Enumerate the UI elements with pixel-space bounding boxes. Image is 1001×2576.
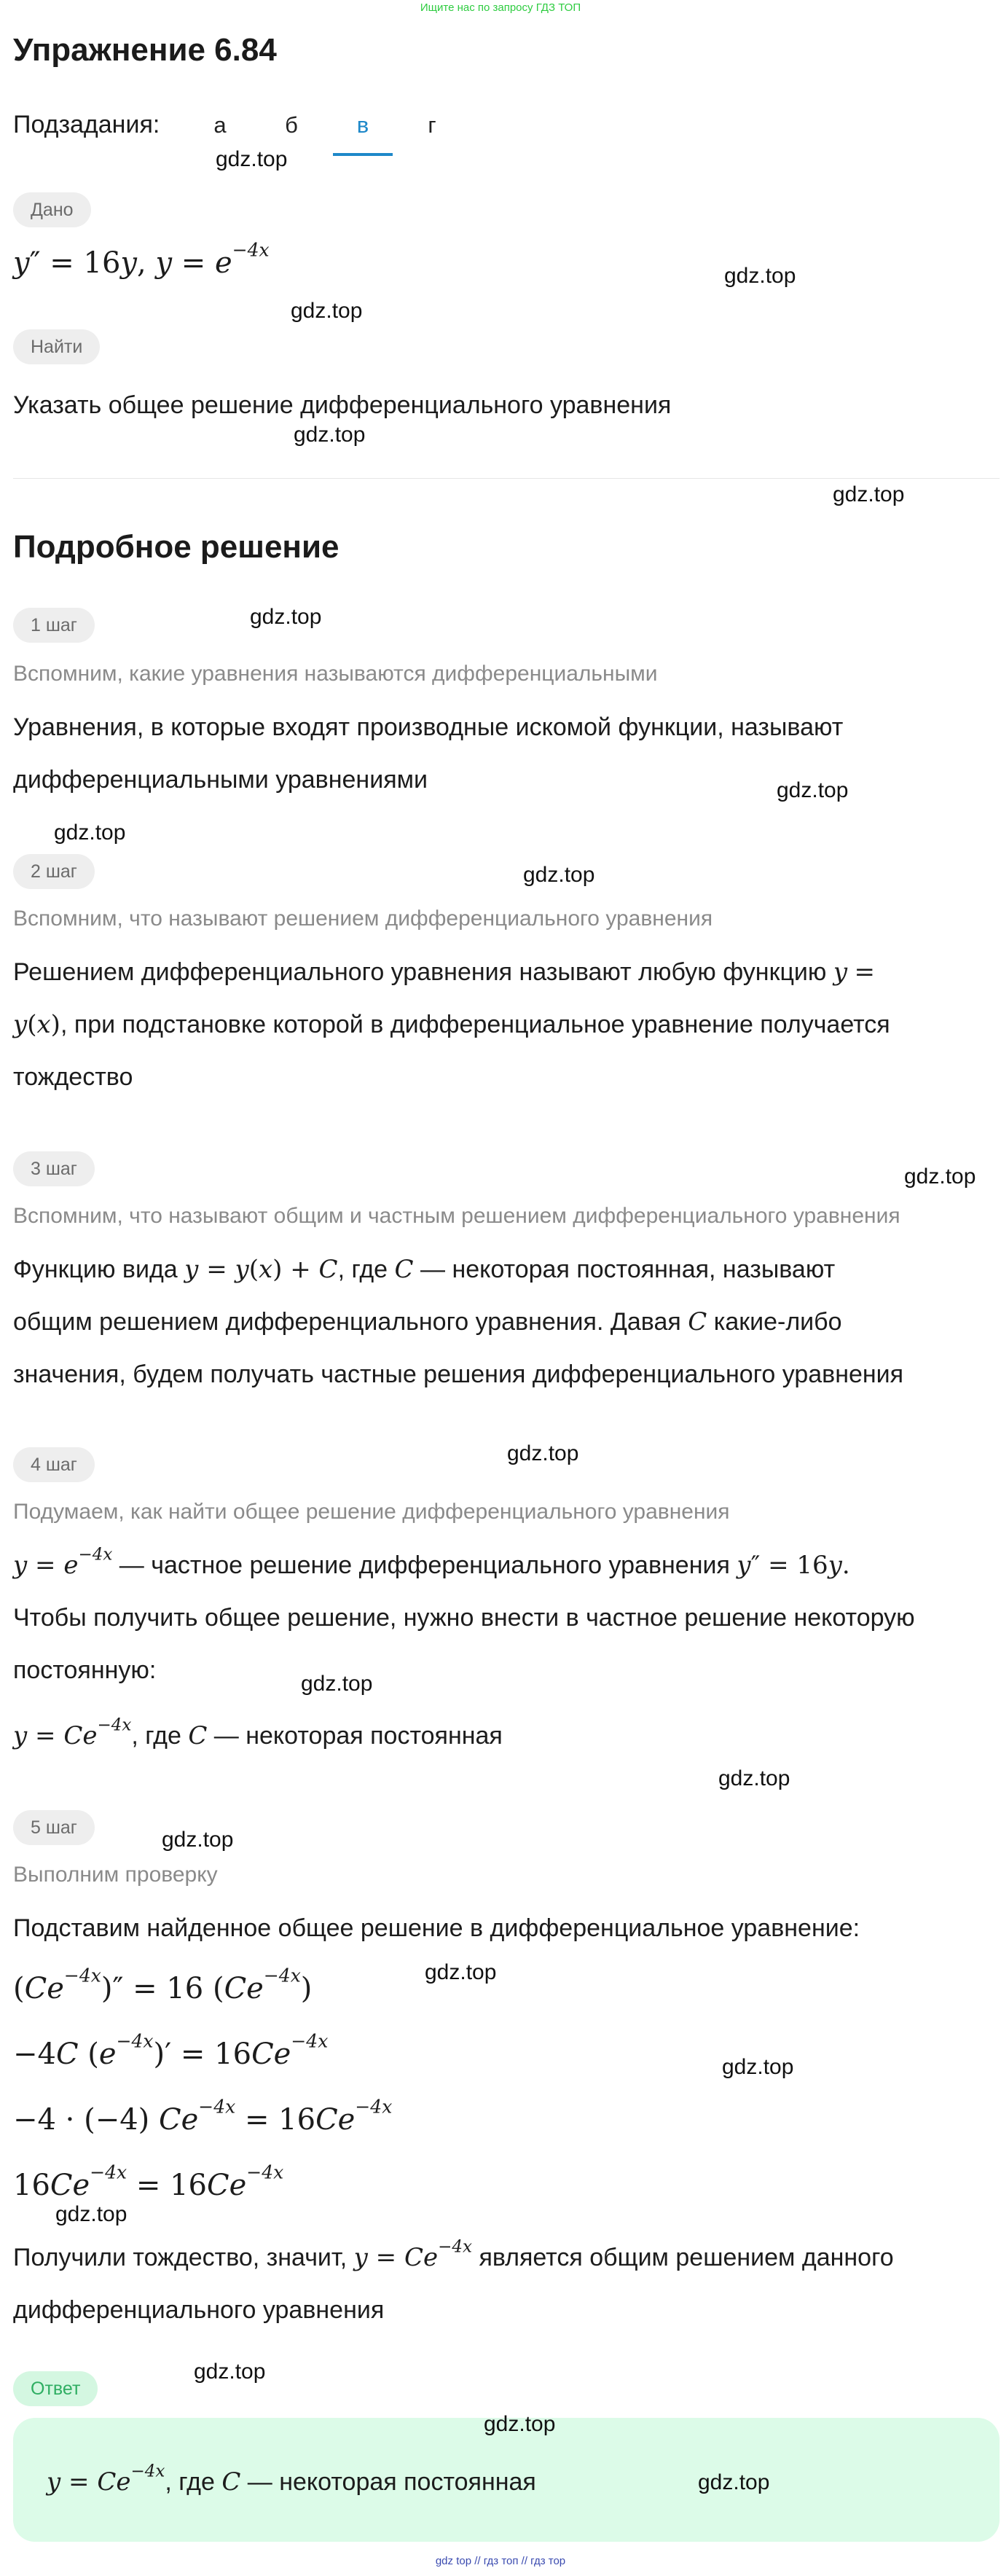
step5-line1: Подставим найденное общее решение в дифференциальное уравнение:: [13, 1914, 860, 1942]
step5-concl-b: является общим решением данного: [479, 2244, 894, 2271]
step3-line1-c: — некоторая постоянная, называют: [420, 1256, 836, 1283]
step4-line4-b: — некоторая постоянная: [213, 1722, 503, 1750]
step5-eq1: $(Ce^{-4x})'' = 16$ $(Ce^{-4x})$: [13, 1965, 313, 2005]
step3-line3: значения, будем получать частные решения дифференциального уравнения: [13, 1361, 904, 1388]
step4-line2: Чтобы получить общее решение, нужно внести в частное решение некоторую: [13, 1604, 915, 1632]
step2-hint: Вспомним, что называют решением дифференциального уравнения: [13, 907, 713, 931]
answer-text: $y = Ce^{-4x}$, где C — некоторая постоянная: [47, 2462, 536, 2497]
step1-line2: дифференциальными уравнениями: [13, 766, 428, 794]
step3-line2-a: общим решением дифференциального уравнения. Давая: [13, 1308, 681, 1336]
watermark: gdz.top: [216, 147, 288, 171]
answer-text-a: , где: [165, 2468, 215, 2496]
tab-g[interactable]: г: [428, 112, 436, 138]
tab-a[interactable]: а: [213, 112, 227, 138]
watermark: gdz.top: [904, 1164, 976, 1189]
tab-b[interactable]: б: [285, 112, 298, 138]
watermark: gdz.top: [698, 2470, 770, 2494]
watermark: gdz.top: [507, 1441, 579, 1465]
top-note: Ищите нас по запросу ГДЗ ТОП: [420, 1, 581, 14]
step5-conclusion-line2: дифференциального уравнения: [13, 2296, 385, 2324]
tab-v[interactable]: в: [356, 112, 369, 138]
step5-eq2: −4C $(e^{-4x})' = 16Ce^{-4x}$: [13, 2030, 329, 2071]
divider: [13, 478, 1000, 479]
watermark: gdz.top: [425, 1960, 497, 1984]
watermark: gdz.top: [833, 482, 905, 506]
solution-heading: Подробное решение: [13, 529, 339, 565]
step1-line1: Уравнения, в которые входят производные искомой функции, называют: [13, 713, 844, 741]
step4-pill: 4 шаг: [13, 1447, 95, 1482]
watermark: gdz.top: [291, 299, 363, 323]
find-pill: Найти: [13, 329, 100, 364]
watermark: gdz.top: [523, 863, 595, 887]
subtasks-label: Подзадания:: [13, 111, 160, 138]
step1-hint: Вспомним, какие уравнения называются дифференциальными: [13, 662, 658, 686]
watermark: gdz.top: [777, 778, 849, 802]
page-title: Упражнение 6.84: [13, 32, 277, 68]
find-text: Указать общее решение дифференциального уравнения: [13, 391, 672, 419]
watermark: gdz.top: [301, 1672, 373, 1696]
given-pill: Дано: [13, 192, 91, 227]
step3-pill: 3 шаг: [13, 1151, 95, 1186]
step2-line3: тождество: [13, 1063, 133, 1091]
step3-line2-b: какие-либо: [713, 1308, 842, 1336]
step3-line1-b: , где: [337, 1256, 388, 1283]
watermark: gdz.top: [724, 264, 796, 288]
active-tab-indicator: [333, 153, 393, 156]
watermark: gdz.top: [294, 423, 366, 447]
step4-hint: Подумаем, как найти общее решение дифференциального уравнения: [13, 1500, 730, 1524]
step3-line1: Функцию вида y = y(x) + C, где C — некоторая постоянная, называют: [13, 1255, 836, 1284]
watermark: gdz.top: [250, 605, 322, 629]
step4-line3: постоянную:: [13, 1656, 157, 1684]
step4-line4: $y = Ce^{-4x}$, где C — некоторая постоянная: [13, 1715, 503, 1750]
step4-line1: $y = e^{-4x}$ — частное решение дифференциального уравнения y″ = 16y.: [13, 1545, 850, 1580]
step4-line1-a: — частное решение дифференциального уравнения: [119, 1551, 730, 1579]
step2-line1-text: Решением дифференциального уравнения называют любую функцию: [13, 958, 827, 986]
step5-concl-a: Получили тождество, значит,: [13, 2244, 348, 2271]
watermark: gdz.top: [54, 821, 126, 845]
answer-text-b: — некоторая постоянная: [247, 2468, 536, 2496]
step5-hint: Выполним проверку: [13, 1863, 218, 1887]
step2-pill: 2 шаг: [13, 854, 95, 889]
step2-line2: y(x), при подстановке которой в дифференциальное уравнение получается: [13, 1010, 890, 1039]
step4-line4-a: , где: [131, 1722, 181, 1750]
watermark: gdz.top: [55, 2202, 127, 2226]
step5-conclusion-line1: Получили тождество, значит, $y = Ce^{-4x}$ является общим решением данного: [13, 2237, 894, 2272]
watermark: gdz.top: [194, 2360, 266, 2384]
given-formula: y″ = 16y, $y = e^{-4x}$: [13, 239, 270, 280]
step3-hint: Вспомним, что называют общим и частным решением дифференциального уравнения: [13, 1204, 900, 1228]
watermark: gdz.top: [162, 1828, 234, 1852]
answer-pill: Ответ: [13, 2371, 98, 2406]
watermark: gdz.top: [484, 2412, 556, 2436]
step3-line2: общим решением дифференциального уравнения. Давая C какие-либо: [13, 1307, 842, 1336]
step1-pill: 1 шаг: [13, 608, 95, 643]
step2-line1: Решением дифференциального уравнения называют любую функцию y =: [13, 958, 876, 987]
step3-line1-a: Функцию вида: [13, 1256, 178, 1283]
watermark: gdz.top: [718, 1766, 790, 1790]
step5-eq4: $16Ce^{-4x} = 16Ce^{-4x}$: [13, 2161, 284, 2202]
step5-eq3: −4 · (−4) $Ce^{-4x} = 16Ce^{-4x}$: [13, 2096, 393, 2137]
step2-line2-text: , при подстановке которой в дифференциальное уравнение получается: [60, 1011, 890, 1038]
step5-pill: 5 шаг: [13, 1810, 95, 1845]
watermark: gdz.top: [722, 2055, 794, 2079]
footer: gdz top // гдз топ // гдз тор: [435, 2555, 566, 2567]
